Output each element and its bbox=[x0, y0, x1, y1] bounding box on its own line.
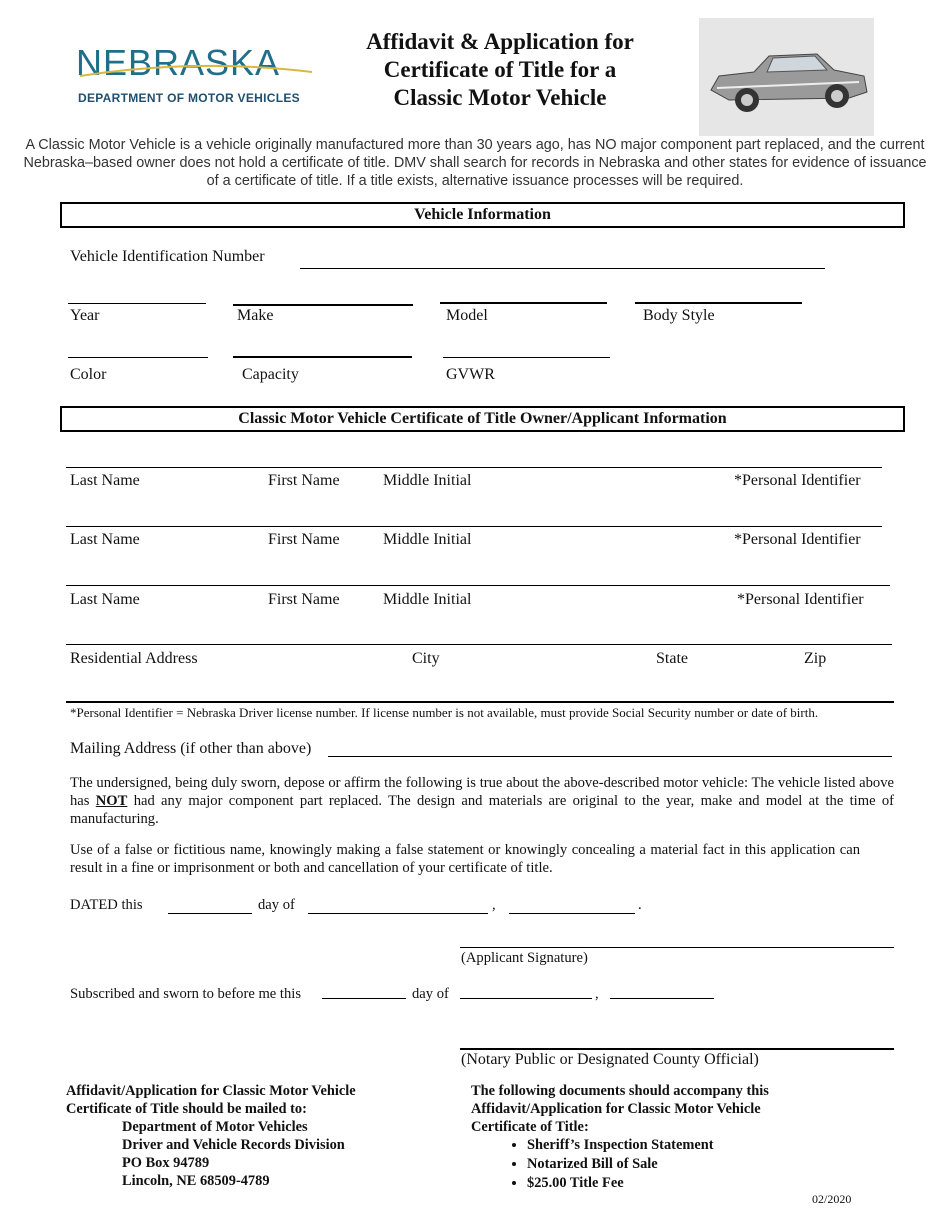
notary-signature-field[interactable] bbox=[460, 1048, 894, 1050]
affirmation-paragraph: The undersigned, being duly sworn, depose or affirm the following is true about the above-described motor vehicle: The vehicle listed above has NOT had any major component part replaced. The design and materials are original to the year, make and model at the time of manufacturing. bbox=[70, 775, 894, 827]
residential-address-label: Residential Address bbox=[70, 650, 198, 667]
comma-text: , bbox=[492, 897, 496, 913]
logo-swoosh-icon bbox=[76, 50, 316, 80]
applicant-signature-field[interactable] bbox=[460, 947, 894, 948]
capacity-label: Capacity bbox=[242, 366, 299, 383]
capacity-field[interactable] bbox=[233, 356, 412, 358]
dated-this-label: DATED this bbox=[70, 897, 143, 913]
list-item: • Sheriff’s Inspection Statement bbox=[527, 1136, 891, 1155]
applicant-signature-label: (Applicant Signature) bbox=[461, 950, 588, 966]
mailing-address-label: Mailing Address (if other than above) bbox=[70, 740, 312, 757]
owner-2-last-name-label: Last Name bbox=[70, 531, 140, 548]
sworn-day-field[interactable] bbox=[322, 998, 406, 999]
owner-3-personal-id-label: *Personal Identifier bbox=[737, 591, 864, 608]
model-label: Model bbox=[446, 307, 488, 324]
classic-car-photo bbox=[699, 18, 874, 136]
year-label: Year bbox=[70, 307, 100, 324]
period-text: . bbox=[638, 897, 642, 913]
color-label: Color bbox=[70, 366, 107, 383]
list-item: • $25.00 Title Fee bbox=[527, 1174, 891, 1193]
car-icon bbox=[699, 18, 874, 136]
owner-1-middle-initial-label: Middle Initial bbox=[383, 472, 472, 489]
owner-3-last-name-label: Last Name bbox=[70, 591, 140, 608]
notary-label: (Notary Public or Designated County Official) bbox=[461, 1051, 759, 1068]
form-revision-date: 02/2020 bbox=[812, 1192, 852, 1206]
owner-3-first-name-label: First Name bbox=[268, 591, 340, 608]
documents-list bbox=[471, 1136, 891, 1193]
subscribed-label: Subscribed and sworn to before me this bbox=[70, 986, 302, 1002]
dated-year-field[interactable] bbox=[509, 913, 635, 914]
owner-3-field[interactable] bbox=[66, 585, 890, 586]
required-documents: The following documents should accompany this Affidavit/Application for Classic Motor Vehicle Certificate of Title: • Sheriff’s Inspection Statement • Notarized Bill of Sale • $25.00 Title Fee bbox=[471, 1082, 891, 1193]
address-field[interactable] bbox=[66, 644, 892, 645]
sworn-year-field[interactable] bbox=[610, 998, 714, 999]
make-label: Make bbox=[237, 307, 274, 324]
comma-text-2: , bbox=[595, 986, 599, 1002]
owner-info-heading: Classic Motor Vehicle Certificate of Title Owner/Applicant Information bbox=[60, 406, 905, 432]
gvwr-field[interactable] bbox=[443, 357, 610, 358]
personal-id-footnote: *Personal Identifier = Nebraska Driver license number. If license number is not available, must provide Social Security number or date of birth. bbox=[70, 705, 819, 720]
make-field[interactable] bbox=[233, 304, 413, 306]
nebraska-dmv-logo bbox=[76, 42, 316, 108]
dmv-address: Department of Motor Vehicles Driver and Vehicle Records Division PO Box 94789 Lincoln, NE 68509-4789 bbox=[122, 1119, 345, 1189]
page-title: Affidavit & Application for Certificate of Title for a Classic Motor Vehicle bbox=[366, 29, 634, 110]
owner-2-field[interactable] bbox=[66, 526, 882, 527]
intro-paragraph: A Classic Motor Vehicle is a vehicle originally manufactured more than 30 years ago, has NO major component part replaced, and the current Nebraska–based owner does not hold a certificate of title. DMV shall search for records in Nebraska and other states for evidence of issuance of a certificate of title. If a title exists, alternative issuance processes will be required. bbox=[23, 137, 927, 189]
owner-3-middle-initial-label: Middle Initial bbox=[383, 591, 472, 608]
owner-1-first-name-label: First Name bbox=[268, 472, 340, 489]
vehicle-info-heading: Vehicle Information bbox=[60, 202, 905, 228]
mailing-instructions: Affidavit/Application for Classic Motor Vehicle Certificate of Title should be mailed to: Department of Motor Vehicles Driver and Vehicle Records Division PO Box 94789 Lincoln, NE 68509-4789 bbox=[66, 1082, 426, 1190]
owner-2-personal-id-label: *Personal Identifier bbox=[734, 531, 861, 548]
color-field[interactable] bbox=[68, 357, 208, 358]
owner-2-first-name-label: First Name bbox=[268, 531, 340, 548]
model-field[interactable] bbox=[440, 302, 607, 304]
list-item: • Notarized Bill of Sale bbox=[527, 1155, 891, 1174]
state-label: State bbox=[656, 650, 688, 667]
vin-field[interactable] bbox=[300, 268, 825, 269]
gvwr-label: GVWR bbox=[446, 366, 495, 383]
logo-subtitle: DEPARTMENT OF MOTOR VEHICLES bbox=[78, 91, 300, 105]
owner-1-last-name-label: Last Name bbox=[70, 472, 140, 489]
dated-month-field[interactable] bbox=[308, 913, 488, 914]
sworn-month-field[interactable] bbox=[460, 998, 592, 999]
section-divider bbox=[66, 701, 894, 703]
not-emphasis: NOT bbox=[95, 793, 128, 809]
warning-paragraph: Use of a false or fictitious name, knowingly making a false statement or knowingly concealing a material fact in this application can result in a fine or imprisonment or both and cancellation of your certificate of title. bbox=[70, 842, 860, 876]
owner-2-middle-initial-label: Middle Initial bbox=[383, 531, 472, 548]
zip-label: Zip bbox=[804, 650, 827, 667]
year-field[interactable] bbox=[68, 303, 206, 304]
day-of-label: day of bbox=[258, 897, 295, 913]
body-style-field[interactable] bbox=[635, 302, 802, 304]
dated-day-field[interactable] bbox=[168, 913, 252, 914]
day-of-label-2: day of bbox=[412, 986, 449, 1002]
owner-1-field[interactable] bbox=[66, 467, 882, 468]
owner-1-personal-id-label: *Personal Identifier bbox=[734, 472, 861, 489]
vin-label: Vehicle Identification Number bbox=[70, 248, 265, 265]
logo-wordmark: NEBRASKA bbox=[76, 42, 281, 83]
mailing-address-field[interactable] bbox=[328, 756, 892, 757]
body-style-label: Body Style bbox=[643, 307, 715, 324]
city-label: City bbox=[412, 650, 440, 667]
